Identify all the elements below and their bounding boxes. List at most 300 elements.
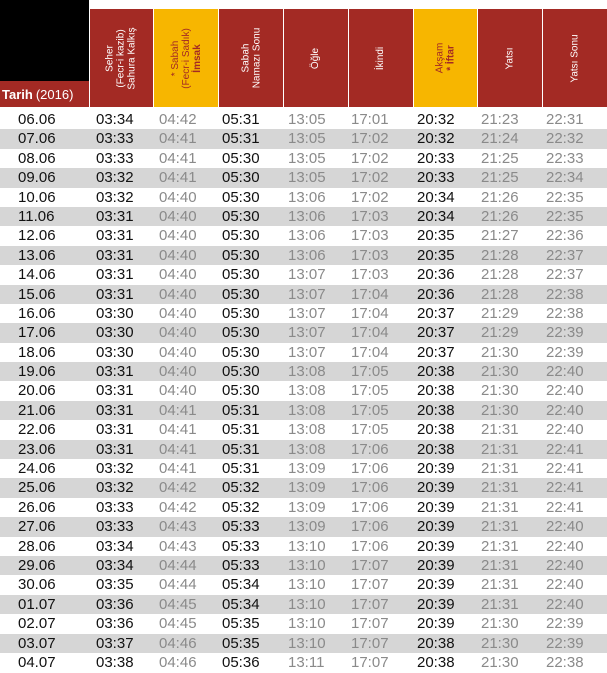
date-cell: 22.06 (18, 421, 56, 439)
date-cell: 27.06 (18, 518, 56, 536)
time-cell-ogle: 13:06 (288, 188, 326, 206)
column-header-imsak (153, 9, 218, 107)
time-cell-yatsi: 21:27 (481, 227, 519, 245)
time-cell-yatsi: 21:28 (481, 285, 519, 303)
date-cell: 09.06 (18, 169, 56, 187)
date-header-label: Tarih (2, 86, 33, 102)
table-row (0, 304, 607, 323)
table-row (0, 129, 607, 148)
time-cell-ogle: 13:05 (288, 130, 326, 148)
date-cell: 03.07 (18, 634, 56, 652)
time-cell-yatsi: 21:31 (481, 518, 519, 536)
date-cell: 26.06 (18, 498, 56, 516)
time-cell-aksam: 20:35 (417, 246, 455, 264)
date-cell: 11.06 (18, 207, 55, 225)
time-cell-imsak: 04:42 (159, 111, 197, 128)
table-row (0, 575, 607, 594)
date-cell: 25.06 (18, 479, 56, 497)
time-cell-ikindi: 17:06 (351, 498, 389, 516)
date-cell: 02.07 (18, 615, 56, 633)
time-cell-imsak: 04:40 (159, 207, 197, 225)
time-cell-aksam: 20:38 (417, 363, 455, 381)
column-header-emphasis: * İftar (445, 45, 457, 71)
time-cell-aksam: 20:37 (417, 343, 455, 361)
time-cell-aksam: 20:38 (417, 401, 455, 419)
time-cell-yatsi-sonu: 22:38 (546, 653, 584, 671)
time-cell-ikindi: 17:05 (351, 421, 389, 439)
table-row (0, 362, 607, 381)
time-cell-yatsi: 21:30 (481, 634, 519, 652)
time-cell-ikindi: 17:02 (351, 188, 389, 206)
time-cell-yatsi: 21:31 (481, 460, 519, 478)
time-cell-imsak: 04:40 (159, 382, 197, 400)
time-cell-seher: 03:31 (96, 227, 134, 245)
time-cell-yatsi: 21:31 (481, 440, 519, 458)
time-cell-yatsi-sonu: 22:41 (546, 460, 584, 478)
time-cell-yatsi: 21:31 (481, 537, 519, 555)
time-cell-ogle: 13:06 (288, 227, 326, 245)
time-cell-sabah-sonu: 05:30 (222, 285, 260, 303)
time-cell-yatsi-sonu: 22:41 (546, 440, 584, 458)
column-header-line: İkindi (375, 46, 387, 70)
time-cell-aksam: 20:39 (417, 615, 455, 633)
time-cell-yatsi: 21:25 (481, 169, 519, 187)
time-cell-sabah-sonu: 05:33 (222, 518, 260, 536)
table-row (0, 207, 607, 226)
time-cell-sabah-sonu: 05:32 (222, 479, 260, 497)
time-cell-yatsi-sonu: 22:39 (546, 634, 584, 652)
date-cell: 24.06 (18, 460, 56, 478)
table-row (0, 498, 607, 517)
date-cell: 21.06 (18, 401, 56, 419)
time-cell-ikindi: 17:05 (351, 401, 389, 419)
time-cell-ogle: 13:09 (288, 518, 326, 536)
time-cell-ogle: 13:07 (288, 304, 326, 322)
time-cell-sabah-sonu: 05:31 (222, 130, 260, 148)
time-cell-imsak: 04:43 (159, 518, 197, 536)
time-cell-yatsi-sonu: 22:39 (546, 343, 584, 361)
time-cell-yatsi-sonu: 22:31 (546, 111, 584, 128)
time-cell-aksam: 20:36 (417, 285, 455, 303)
time-cell-seher: 03:33 (96, 149, 134, 167)
time-cell-ikindi: 17:03 (351, 227, 389, 245)
table-row (0, 401, 607, 420)
time-cell-yatsi: 21:30 (481, 615, 519, 633)
time-cell-yatsi-sonu: 22:39 (546, 324, 584, 342)
time-cell-ogle: 13:09 (288, 460, 326, 478)
table-row (0, 343, 607, 362)
time-cell-imsak: 04:40 (159, 324, 197, 342)
time-cell-ogle: 13:07 (288, 285, 326, 303)
time-cell-aksam: 20:39 (417, 576, 455, 594)
time-cell-yatsi-sonu: 22:41 (546, 498, 584, 516)
column-header-label (504, 47, 515, 69)
time-cell-sabah-sonu: 05:36 (222, 653, 260, 671)
time-cell-aksam: 20:35 (417, 227, 455, 245)
time-cell-yatsi-sonu: 22:40 (546, 537, 584, 555)
time-cell-yatsi: 21:24 (481, 130, 519, 148)
time-cell-seher: 03:34 (96, 111, 134, 128)
time-cell-seher: 03:31 (96, 285, 134, 303)
time-cell-sabah-sonu: 05:34 (222, 576, 260, 594)
time-cell-imsak: 04:40 (159, 227, 197, 245)
time-cell-imsak: 04:40 (159, 285, 197, 303)
time-cell-ikindi: 17:02 (351, 130, 389, 148)
time-cell-yatsi-sonu: 22:33 (546, 149, 584, 167)
table-row (0, 110, 607, 129)
column-header-line: Namazı Sonu (251, 27, 262, 89)
column-header-line: (Fecr-i Sadık) (180, 27, 192, 89)
time-cell-aksam: 20:34 (417, 207, 455, 225)
time-cell-seher: 03:36 (96, 595, 134, 613)
table-row (0, 595, 607, 614)
time-cell-sabah-sonu: 05:31 (222, 111, 260, 128)
time-cell-seher: 03:34 (96, 556, 134, 574)
time-cell-ikindi: 17:01 (351, 111, 389, 128)
time-cell-ogle: 13:09 (288, 479, 326, 497)
time-cell-seher: 03:35 (96, 576, 134, 594)
table-row (0, 440, 607, 459)
time-cell-sabah-sonu: 05:31 (222, 440, 260, 458)
time-cell-yatsi: 21:31 (481, 556, 519, 574)
time-cell-sabah-sonu: 05:30 (222, 324, 260, 342)
time-cell-ogle: 13:07 (288, 324, 326, 342)
table-row (0, 226, 607, 245)
time-cell-ikindi: 17:06 (351, 537, 389, 555)
time-cell-ogle: 13:10 (288, 576, 326, 594)
time-cell-ogle: 13:10 (288, 537, 326, 555)
time-cell-aksam: 20:33 (417, 149, 455, 167)
column-header-seher (89, 9, 153, 107)
time-cell-ikindi: 17:06 (351, 518, 389, 536)
time-cell-yatsi: 21:23 (481, 111, 519, 128)
time-cell-sabah-sonu: 05:35 (222, 634, 260, 652)
time-cell-aksam: 20:39 (417, 595, 455, 613)
time-cell-aksam: 20:32 (417, 111, 455, 128)
date-cell: 14.06 (18, 266, 56, 284)
date-cell: 23.06 (18, 440, 56, 458)
time-cell-seher: 03:33 (96, 130, 134, 148)
time-cell-yatsi: 21:28 (481, 246, 519, 264)
table-row (0, 265, 607, 284)
time-cell-yatsi-sonu: 22:34 (546, 169, 584, 187)
time-cell-ikindi: 17:02 (351, 169, 389, 187)
table-row (0, 517, 607, 536)
time-cell-aksam: 20:37 (417, 304, 455, 322)
time-cell-imsak: 04:40 (159, 304, 197, 322)
time-cell-ikindi: 17:04 (351, 324, 389, 342)
time-cell-ikindi: 17:03 (351, 266, 389, 284)
time-cell-imsak: 04:40 (159, 188, 197, 206)
table-row (0, 478, 607, 497)
time-cell-seher: 03:33 (96, 518, 134, 536)
column-header-ikindi (348, 9, 413, 107)
time-cell-ikindi: 17:06 (351, 440, 389, 458)
column-header-label (105, 27, 138, 89)
time-cell-aksam: 20:37 (417, 324, 455, 342)
time-cell-imsak: 04:46 (159, 634, 197, 652)
time-cell-yatsi: 21:26 (481, 188, 519, 206)
time-cell-imsak: 04:40 (159, 246, 197, 264)
time-cell-sabah-sonu: 05:30 (222, 169, 260, 187)
time-cell-yatsi-sonu: 22:38 (546, 285, 584, 303)
date-cell: 19.06 (18, 363, 56, 381)
column-header-label (435, 43, 457, 74)
time-cell-imsak: 04:41 (159, 149, 197, 167)
time-cell-yatsi-sonu: 22:41 (546, 479, 584, 497)
time-cell-sabah-sonu: 05:30 (222, 343, 260, 361)
time-cell-ogle: 13:05 (288, 111, 326, 128)
time-cell-yatsi-sonu: 22:32 (546, 130, 584, 148)
time-cell-sabah-sonu: 05:33 (222, 537, 260, 555)
time-cell-seher: 03:32 (96, 479, 134, 497)
time-cell-ogle: 13:07 (288, 343, 326, 361)
time-cell-yatsi: 21:26 (481, 207, 519, 225)
time-cell-aksam: 20:38 (417, 440, 455, 458)
time-cell-seher: 03:31 (96, 363, 134, 381)
time-cell-ikindi: 17:04 (351, 343, 389, 361)
table-row (0, 556, 607, 575)
time-cell-yatsi: 21:31 (481, 498, 519, 516)
column-header-line: Öğle (310, 47, 322, 69)
date-cell: 04.07 (18, 653, 56, 671)
time-cell-yatsi-sonu: 22:39 (546, 615, 584, 633)
time-cell-yatsi: 21:30 (481, 653, 519, 671)
column-header-line: Seher (104, 44, 116, 72)
date-header-year: (2016) (35, 86, 74, 102)
column-header-line: * Sabah (169, 40, 181, 76)
time-cell-aksam: 20:39 (417, 556, 455, 574)
time-cell-imsak: 04:45 (159, 595, 197, 613)
column-header-sabah-sonu (218, 9, 283, 107)
table-row (0, 614, 607, 633)
time-cell-imsak: 04:41 (159, 130, 197, 148)
time-cell-imsak: 04:44 (159, 576, 197, 594)
time-cell-ogle: 13:06 (288, 207, 326, 225)
time-cell-yatsi-sonu: 22:37 (546, 246, 584, 264)
time-cell-yatsi: 21:29 (481, 324, 519, 342)
time-cell-yatsi: 21:30 (481, 382, 519, 400)
time-cell-yatsi-sonu: 22:40 (546, 382, 584, 400)
time-cell-ogle: 13:08 (288, 440, 326, 458)
time-cell-ikindi: 17:05 (351, 363, 389, 381)
time-cell-imsak: 04:43 (159, 537, 197, 555)
time-cell-imsak: 04:41 (159, 421, 197, 439)
time-cell-yatsi-sonu: 22:40 (546, 595, 584, 613)
table-row (0, 188, 607, 207)
time-cell-seher: 03:38 (96, 653, 134, 671)
time-cell-seher: 03:34 (96, 537, 134, 555)
time-cell-ogle: 13:07 (288, 266, 326, 284)
time-cell-ikindi: 17:07 (351, 634, 389, 652)
time-cell-aksam: 20:38 (417, 382, 455, 400)
time-cell-sabah-sonu: 05:31 (222, 421, 260, 439)
time-cell-ikindi: 17:02 (351, 149, 389, 167)
time-cell-seher: 03:31 (96, 246, 134, 264)
date-cell: 16.06 (18, 304, 56, 322)
time-cell-ikindi: 17:04 (351, 304, 389, 322)
date-cell: 29.06 (18, 556, 56, 574)
date-cell: 17.06 (18, 324, 56, 342)
column-header-line: Yatsı (504, 46, 516, 70)
time-cell-sabah-sonu: 05:30 (222, 188, 260, 206)
time-cell-seher: 03:31 (96, 421, 134, 439)
time-cell-ogle: 13:05 (288, 149, 326, 167)
column-header-label (170, 28, 203, 89)
time-cell-ikindi: 17:03 (351, 246, 389, 264)
date-cell: 10.06 (18, 188, 56, 206)
time-cell-imsak: 04:41 (159, 401, 197, 419)
table-row (0, 634, 607, 653)
time-cell-ikindi: 17:05 (351, 382, 389, 400)
time-cell-yatsi: 21:30 (481, 343, 519, 361)
time-cell-ikindi: 17:03 (351, 207, 389, 225)
time-cell-yatsi-sonu: 22:40 (546, 576, 584, 594)
time-cell-ogle: 13:08 (288, 401, 326, 419)
time-cell-imsak: 04:40 (159, 363, 197, 381)
time-cell-aksam: 20:39 (417, 537, 455, 555)
time-cell-sabah-sonu: 05:35 (222, 615, 260, 633)
time-cell-imsak: 04:46 (159, 653, 197, 671)
time-cell-sabah-sonu: 05:30 (222, 207, 260, 225)
time-cell-yatsi: 21:31 (481, 421, 519, 439)
time-cell-seher: 03:31 (96, 207, 134, 225)
column-header-label (375, 46, 386, 69)
time-cell-ogle: 13:08 (288, 382, 326, 400)
time-cell-imsak: 04:42 (159, 479, 197, 497)
time-cell-ikindi: 17:07 (351, 615, 389, 633)
time-cell-sabah-sonu: 05:30 (222, 266, 260, 284)
time-cell-aksam: 20:38 (417, 653, 455, 671)
table-row (0, 323, 607, 342)
time-cell-yatsi: 21:31 (481, 576, 519, 594)
time-cell-seher: 03:31 (96, 401, 134, 419)
time-cell-imsak: 04:40 (159, 266, 197, 284)
time-cell-sabah-sonu: 05:31 (222, 460, 260, 478)
date-cell: 07.06 (18, 130, 56, 148)
time-cell-sabah-sonu: 05:34 (222, 595, 260, 613)
time-cell-yatsi: 21:31 (481, 595, 519, 613)
time-cell-ogle: 13:09 (288, 498, 326, 516)
time-cell-aksam: 20:38 (417, 421, 455, 439)
time-cell-yatsi-sonu: 22:40 (546, 556, 584, 574)
time-cell-ogle: 13:06 (288, 246, 326, 264)
table-row (0, 653, 607, 672)
column-header-yatsi-sonu (542, 9, 607, 107)
table-row (0, 459, 607, 478)
time-cell-aksam: 20:39 (417, 479, 455, 497)
time-cell-ikindi: 17:06 (351, 479, 389, 497)
time-cell-imsak: 04:41 (159, 440, 197, 458)
column-header-label (311, 47, 322, 68)
header-corner (0, 0, 89, 81)
table-row (0, 285, 607, 304)
date-cell: 18.06 (18, 343, 56, 361)
time-cell-seher: 03:30 (96, 324, 134, 342)
time-cell-aksam: 20:33 (417, 169, 455, 187)
time-cell-aksam: 20:39 (417, 498, 455, 516)
time-cell-ogle: 13:10 (288, 595, 326, 613)
column-header-emphasis: İmsak (191, 43, 203, 73)
time-cell-yatsi-sonu: 22:40 (546, 518, 584, 536)
date-cell: 01.07 (18, 595, 56, 613)
date-cell: 13.06 (18, 246, 56, 264)
time-cell-aksam: 20:39 (417, 518, 455, 536)
time-cell-seher: 03:32 (96, 460, 134, 478)
time-cell-aksam: 20:34 (417, 188, 455, 206)
time-cell-sabah-sonu: 05:30 (222, 149, 260, 167)
date-cell: 20.06 (18, 382, 56, 400)
table-row (0, 168, 607, 187)
date-cell: 28.06 (18, 537, 56, 555)
time-cell-sabah-sonu: 05:32 (222, 498, 260, 516)
column-header-ogle (283, 9, 348, 107)
time-cell-yatsi-sonu: 22:40 (546, 401, 584, 419)
table-row (0, 149, 607, 168)
time-cell-yatsi: 21:30 (481, 363, 519, 381)
time-cell-aksam: 20:38 (417, 634, 455, 652)
column-header-label (570, 34, 581, 82)
time-cell-seher: 03:32 (96, 169, 134, 187)
time-cell-sabah-sonu: 05:30 (222, 304, 260, 322)
column-header-label (240, 28, 262, 89)
column-header-line: Akşam (434, 42, 446, 74)
time-cell-yatsi: 21:25 (481, 149, 519, 167)
date-cell: 30.06 (18, 576, 56, 594)
time-cell-yatsi: 21:31 (481, 479, 519, 497)
time-cell-sabah-sonu: 05:30 (222, 227, 260, 245)
time-cell-sabah-sonu: 05:30 (222, 363, 260, 381)
time-cell-seher: 03:36 (96, 615, 134, 633)
date-cell: 12.06 (18, 227, 56, 245)
time-cell-ogle: 13:11 (288, 653, 325, 671)
time-cell-yatsi-sonu: 22:35 (546, 207, 584, 225)
time-cell-seher: 03:37 (96, 634, 134, 652)
time-cell-ogle: 13:08 (288, 363, 326, 381)
time-cell-seher: 03:30 (96, 304, 134, 322)
time-cell-seher: 03:31 (96, 266, 134, 284)
column-header-line: Yatsı Sonu (569, 33, 581, 83)
time-cell-seher: 03:30 (96, 343, 134, 361)
time-cell-imsak: 04:41 (159, 460, 197, 478)
table-row (0, 420, 607, 439)
time-cell-sabah-sonu: 05:31 (222, 401, 260, 419)
time-cell-imsak: 04:41 (159, 169, 197, 187)
table-row (0, 246, 607, 265)
time-cell-yatsi: 21:29 (481, 304, 519, 322)
date-column-header (0, 81, 89, 107)
time-cell-seher: 03:31 (96, 440, 134, 458)
date-cell: 08.06 (18, 149, 56, 167)
column-header-line: Sahura Kalkış (126, 26, 138, 90)
column-header-yatsi (477, 9, 542, 107)
time-cell-ogle: 13:10 (288, 615, 326, 633)
time-cell-ikindi: 17:07 (351, 576, 389, 594)
time-cell-aksam: 20:32 (417, 130, 455, 148)
time-cell-sabah-sonu: 05:30 (222, 246, 260, 264)
table-row (0, 381, 607, 400)
column-header-line: (Fecr-i kazib) (115, 28, 127, 88)
time-cell-ogle: 13:10 (288, 634, 326, 652)
time-cell-yatsi-sonu: 22:37 (546, 266, 584, 284)
time-cell-seher: 03:33 (96, 498, 134, 516)
time-cell-yatsi-sonu: 22:36 (546, 227, 584, 245)
column-header-aksam (413, 9, 477, 107)
date-cell: 15.06 (18, 285, 56, 303)
date-cell: 06.06 (18, 111, 56, 128)
time-cell-ogle: 13:08 (288, 421, 326, 439)
time-cell-yatsi: 21:30 (481, 401, 519, 419)
